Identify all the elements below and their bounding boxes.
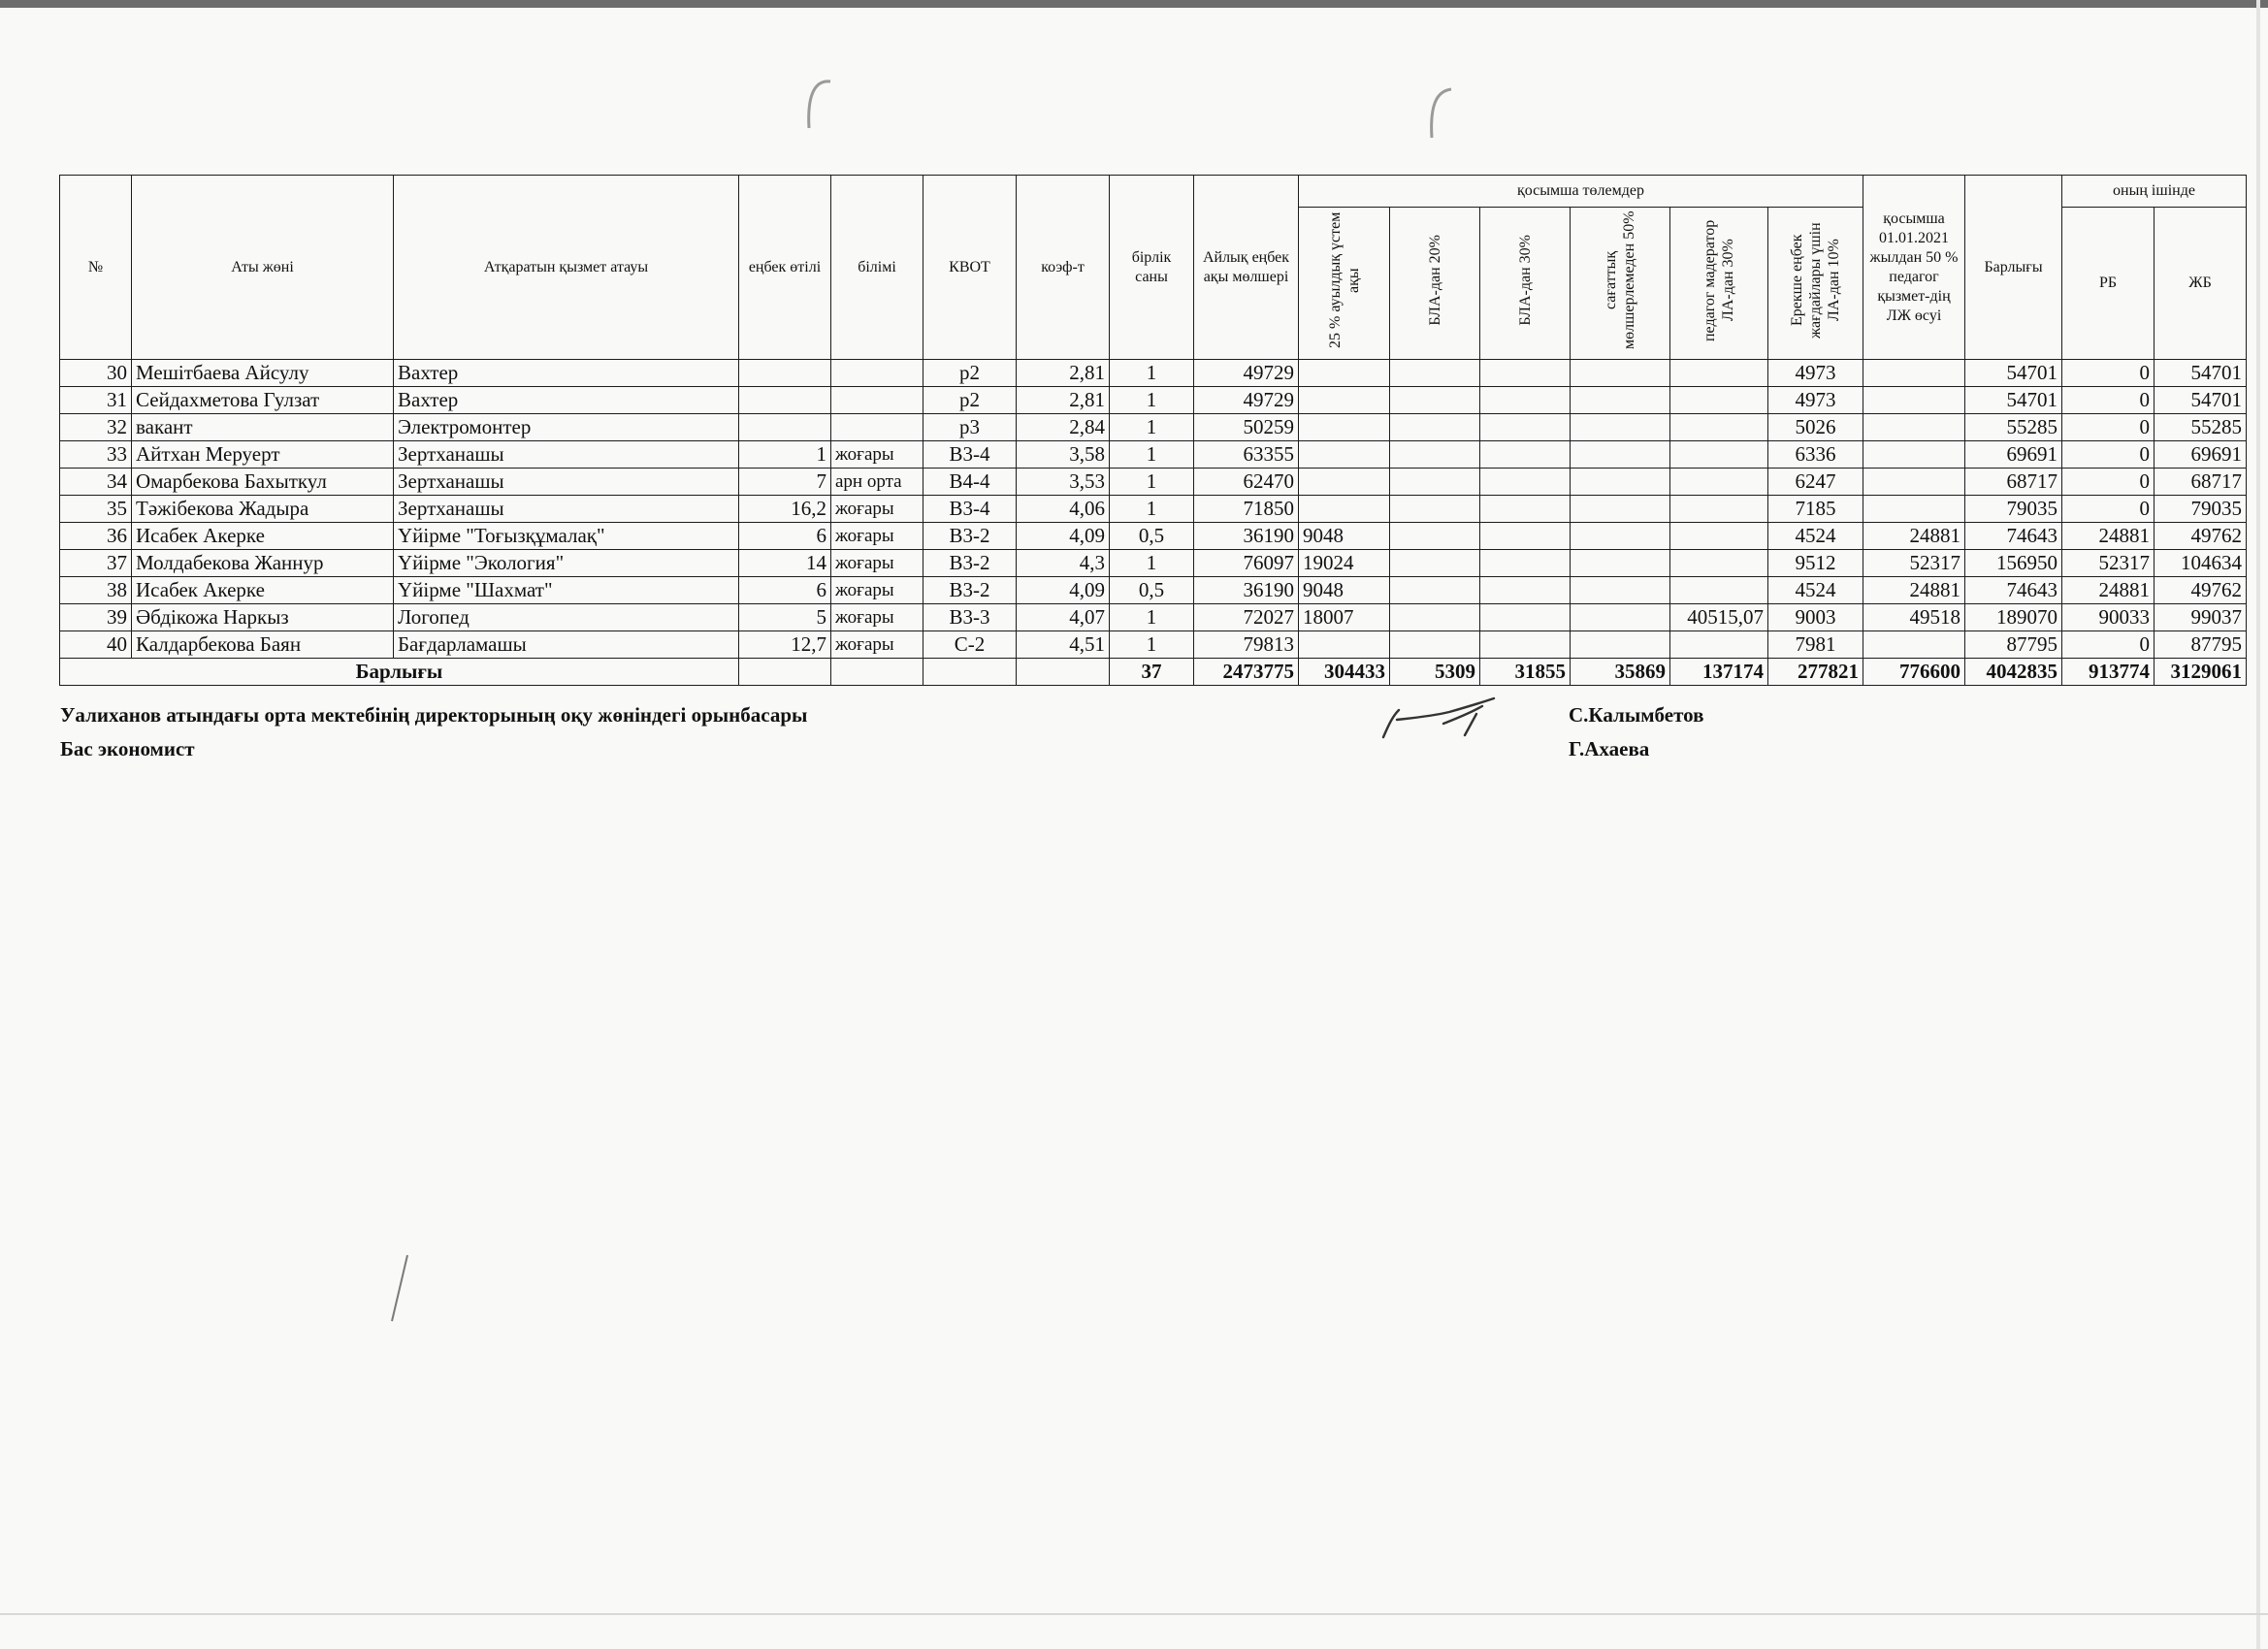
cell-name: Тәжібекова Жадыра bbox=[132, 496, 394, 523]
cell-education bbox=[831, 387, 923, 414]
cell-rb: 0 bbox=[2062, 387, 2155, 414]
cell-units: 1 bbox=[1110, 360, 1194, 387]
cell-monthly: 62470 bbox=[1194, 469, 1299, 496]
cell-name: вакант bbox=[132, 414, 394, 441]
cell-units: 1 bbox=[1110, 604, 1194, 631]
cell-monthly: 79813 bbox=[1194, 631, 1299, 659]
cell-special: 4973 bbox=[1768, 360, 1863, 387]
cell-position: Вахтер bbox=[394, 360, 739, 387]
cell-raise bbox=[1863, 496, 1965, 523]
table-row bbox=[60, 604, 2247, 631]
cell-monthly: 71850 bbox=[1194, 496, 1299, 523]
totals-hours: 35869 bbox=[1571, 659, 1670, 686]
cell-coef: 3,58 bbox=[1017, 441, 1110, 469]
cell-name: Молдабекова Жаннур bbox=[132, 550, 394, 577]
cell-monthly: 49729 bbox=[1194, 360, 1299, 387]
cell-num: 37 bbox=[60, 550, 132, 577]
cell-position: Үйірме "Тоғызқұмалақ" bbox=[394, 523, 739, 550]
cell-experience: 6 bbox=[739, 577, 831, 604]
cell-jb: 99037 bbox=[2155, 604, 2247, 631]
cell-bla20 bbox=[1390, 441, 1480, 469]
cell-hours bbox=[1571, 631, 1670, 659]
cell-raise: 49518 bbox=[1863, 604, 1965, 631]
cell-bla20 bbox=[1390, 523, 1480, 550]
economist-title: Бас экономист bbox=[60, 737, 195, 760]
cell-units: 1 bbox=[1110, 441, 1194, 469]
cell-hours bbox=[1571, 496, 1670, 523]
cell-experience: 7 bbox=[739, 469, 831, 496]
cell-monthly: 36190 bbox=[1194, 577, 1299, 604]
header-experience: еңбек өтілі bbox=[739, 176, 831, 360]
table-row bbox=[60, 550, 2247, 577]
cell-bla30 bbox=[1480, 469, 1571, 496]
cell-education bbox=[831, 360, 923, 387]
cell-units: 1 bbox=[1110, 631, 1194, 659]
cell-num: 32 bbox=[60, 414, 132, 441]
cell-experience: 1 bbox=[739, 441, 831, 469]
cell-name: Омарбекова Бахыткул bbox=[132, 469, 394, 496]
header-raise: қосымша 01.01.2021 жылдан 50 % педагог қызмет-дің ЛЖ өсуі bbox=[1863, 176, 1965, 360]
cell-hours bbox=[1571, 604, 1670, 631]
table-row bbox=[60, 360, 2247, 387]
cell-units: 0,5 bbox=[1110, 523, 1194, 550]
cell-experience bbox=[739, 414, 831, 441]
cell-kvot: р3 bbox=[923, 414, 1017, 441]
table-body bbox=[60, 360, 2247, 686]
totals-jb: 3129061 bbox=[2155, 659, 2247, 686]
cell-position: Үйірме "Экология" bbox=[394, 550, 739, 577]
cell-hours bbox=[1571, 387, 1670, 414]
cell-pedagog bbox=[1670, 414, 1768, 441]
cell-num: 35 bbox=[60, 496, 132, 523]
cell-special: 9512 bbox=[1768, 550, 1863, 577]
cell-monthly: 72027 bbox=[1194, 604, 1299, 631]
cell-jb: 69691 bbox=[2155, 441, 2247, 469]
cell-rural: 18007 bbox=[1299, 604, 1390, 631]
cell-coef: 4,09 bbox=[1017, 577, 1110, 604]
table-row bbox=[60, 631, 2247, 659]
cell-units: 0,5 bbox=[1110, 577, 1194, 604]
cell-rural bbox=[1299, 387, 1390, 414]
cell-coef: 4,3 bbox=[1017, 550, 1110, 577]
cell-num: 30 bbox=[60, 360, 132, 387]
totals-rb: 913774 bbox=[2062, 659, 2155, 686]
cell-education: арн орта bbox=[831, 469, 923, 496]
cell-bla20 bbox=[1390, 360, 1480, 387]
cell-bla30 bbox=[1480, 441, 1571, 469]
cell-raise bbox=[1863, 631, 1965, 659]
scan-mark-lower bbox=[386, 1251, 415, 1329]
cell-education: жоғары bbox=[831, 604, 923, 631]
cell-position: Зертханашы bbox=[394, 496, 739, 523]
totals-rural: 304433 bbox=[1299, 659, 1390, 686]
table-row bbox=[60, 414, 2247, 441]
cell-experience: 16,2 bbox=[739, 496, 831, 523]
cell-pedagog bbox=[1670, 523, 1768, 550]
cell-education bbox=[831, 414, 923, 441]
cell-coef: 4,09 bbox=[1017, 523, 1110, 550]
deputy-name: С.Калымбетов bbox=[1569, 703, 1704, 727]
cell-total: 87795 bbox=[1965, 631, 2062, 659]
header-including-group: оның ішінде bbox=[2062, 176, 2247, 208]
cell-num: 39 bbox=[60, 604, 132, 631]
cell-total: 79035 bbox=[1965, 496, 2062, 523]
cell-rb: 0 bbox=[2062, 631, 2155, 659]
economist-name: Г.Ахаева bbox=[1569, 737, 1650, 760]
cell-num: 31 bbox=[60, 387, 132, 414]
cell-coef: 2,81 bbox=[1017, 387, 1110, 414]
cell-jb: 104634 bbox=[2155, 550, 2247, 577]
cell-bla30 bbox=[1480, 550, 1571, 577]
cell-rb: 0 bbox=[2062, 496, 2155, 523]
cell-hours bbox=[1571, 469, 1670, 496]
cell-experience: 5 bbox=[739, 604, 831, 631]
cell-total: 68717 bbox=[1965, 469, 2062, 496]
cell-special: 7981 bbox=[1768, 631, 1863, 659]
totals-raise: 776600 bbox=[1863, 659, 1965, 686]
totals-row bbox=[60, 659, 2247, 686]
cell-bla30 bbox=[1480, 496, 1571, 523]
cell-hours bbox=[1571, 414, 1670, 441]
totals-empty-coef bbox=[1017, 659, 1110, 686]
cell-coef: 4,07 bbox=[1017, 604, 1110, 631]
cell-bla20 bbox=[1390, 631, 1480, 659]
cell-kvot: С-2 bbox=[923, 631, 1017, 659]
cell-jb: 87795 bbox=[2155, 631, 2247, 659]
cell-special: 9003 bbox=[1768, 604, 1863, 631]
cell-monthly: 76097 bbox=[1194, 550, 1299, 577]
table-row bbox=[60, 577, 2247, 604]
cell-pedagog bbox=[1670, 441, 1768, 469]
cell-units: 1 bbox=[1110, 496, 1194, 523]
cell-bla20 bbox=[1390, 550, 1480, 577]
cell-coef: 4,51 bbox=[1017, 631, 1110, 659]
cell-rural bbox=[1299, 360, 1390, 387]
totals-bla20: 5309 bbox=[1390, 659, 1480, 686]
cell-monthly: 50259 bbox=[1194, 414, 1299, 441]
totals-special: 277821 bbox=[1768, 659, 1863, 686]
totals-empty-experience bbox=[739, 659, 831, 686]
cell-rural bbox=[1299, 441, 1390, 469]
cell-education: жоғары bbox=[831, 631, 923, 659]
cell-kvot: В3-2 bbox=[923, 550, 1017, 577]
cell-raise: 24881 bbox=[1863, 523, 1965, 550]
cell-kvot: р2 bbox=[923, 360, 1017, 387]
cell-total: 54701 bbox=[1965, 387, 2062, 414]
cell-rural bbox=[1299, 469, 1390, 496]
header-rb: РБ bbox=[2062, 208, 2155, 360]
scan-mark-right bbox=[1418, 81, 1457, 149]
table-row bbox=[60, 496, 2247, 523]
cell-special: 6336 bbox=[1768, 441, 1863, 469]
cell-kvot: В3-3 bbox=[923, 604, 1017, 631]
cell-bla30 bbox=[1480, 604, 1571, 631]
cell-position: Зертханашы bbox=[394, 441, 739, 469]
cell-coef: 2,81 bbox=[1017, 360, 1110, 387]
cell-units: 1 bbox=[1110, 550, 1194, 577]
scan-mark-left bbox=[797, 74, 836, 142]
cell-pedagog bbox=[1670, 496, 1768, 523]
cell-special: 4524 bbox=[1768, 577, 1863, 604]
header-special: Ерекше еңбек жағдайлары үшін ЛА-дан 10% bbox=[1768, 208, 1863, 360]
cell-education: жоғары bbox=[831, 441, 923, 469]
cell-raise: 52317 bbox=[1863, 550, 1965, 577]
cell-experience bbox=[739, 387, 831, 414]
payroll-table bbox=[59, 175, 2247, 686]
cell-raise bbox=[1863, 414, 1965, 441]
scan-top-edge bbox=[0, 0, 2268, 8]
cell-jb: 55285 bbox=[2155, 414, 2247, 441]
cell-rb: 52317 bbox=[2062, 550, 2155, 577]
cell-education: жоғары bbox=[831, 577, 923, 604]
cell-hours bbox=[1571, 360, 1670, 387]
header-name: Аты жөні bbox=[132, 176, 394, 360]
totals-units: 37 bbox=[1110, 659, 1194, 686]
cell-raise bbox=[1863, 387, 1965, 414]
cell-monthly: 63355 bbox=[1194, 441, 1299, 469]
cell-special: 4524 bbox=[1768, 523, 1863, 550]
header-kvot: КВОТ bbox=[923, 176, 1017, 360]
cell-rural bbox=[1299, 496, 1390, 523]
cell-total: 189070 bbox=[1965, 604, 2062, 631]
cell-total: 74643 bbox=[1965, 577, 2062, 604]
cell-position: Зертханашы bbox=[394, 469, 739, 496]
cell-position: Вахтер bbox=[394, 387, 739, 414]
cell-education: жоғары bbox=[831, 550, 923, 577]
header-hours: сағаттық мөлшерлемеден 50% bbox=[1571, 208, 1670, 360]
totals-pedagog: 137174 bbox=[1670, 659, 1768, 686]
cell-total: 55285 bbox=[1965, 414, 2062, 441]
cell-jb: 54701 bbox=[2155, 387, 2247, 414]
header-units: бірлік саны bbox=[1110, 176, 1194, 360]
cell-special: 7185 bbox=[1768, 496, 1863, 523]
cell-raise bbox=[1863, 441, 1965, 469]
cell-pedagog bbox=[1670, 577, 1768, 604]
cell-rb: 0 bbox=[2062, 441, 2155, 469]
cell-kvot: В4-4 bbox=[923, 469, 1017, 496]
cell-total: 69691 bbox=[1965, 441, 2062, 469]
cell-rural bbox=[1299, 631, 1390, 659]
cell-name: Исабек Акерке bbox=[132, 577, 394, 604]
cell-bla20 bbox=[1390, 496, 1480, 523]
table-row bbox=[60, 469, 2247, 496]
cell-bla30 bbox=[1480, 414, 1571, 441]
table-row bbox=[60, 523, 2247, 550]
cell-jb: 54701 bbox=[2155, 360, 2247, 387]
header-monthly: Айлық еңбек ақы мөлшері bbox=[1194, 176, 1299, 360]
cell-bla20 bbox=[1390, 414, 1480, 441]
cell-pedagog bbox=[1670, 360, 1768, 387]
cell-name: Калдарбекова Баян bbox=[132, 631, 394, 659]
cell-special: 6247 bbox=[1768, 469, 1863, 496]
cell-units: 1 bbox=[1110, 387, 1194, 414]
table-row bbox=[60, 387, 2247, 414]
header-position: Атқаратын қызмет атауы bbox=[394, 176, 739, 360]
cell-jb: 49762 bbox=[2155, 577, 2247, 604]
deputy-title: Уалиханов атындағы орта мектебінің директорының оқу жөніндегі орынбасары bbox=[60, 703, 808, 727]
cell-education: жоғары bbox=[831, 523, 923, 550]
cell-name: Исабек Акерке bbox=[132, 523, 394, 550]
totals-total: 4042835 bbox=[1965, 659, 2062, 686]
cell-units: 1 bbox=[1110, 414, 1194, 441]
cell-experience: 14 bbox=[739, 550, 831, 577]
cell-experience: 12,7 bbox=[739, 631, 831, 659]
cell-kvot: В3-4 bbox=[923, 496, 1017, 523]
cell-name: Мешітбаева Айсулу bbox=[132, 360, 394, 387]
cell-bla30 bbox=[1480, 631, 1571, 659]
cell-rural: 9048 bbox=[1299, 523, 1390, 550]
cell-rb: 24881 bbox=[2062, 523, 2155, 550]
cell-position: Үйірме "Шахмат" bbox=[394, 577, 739, 604]
cell-special: 4973 bbox=[1768, 387, 1863, 414]
cell-bla20 bbox=[1390, 387, 1480, 414]
cell-name: Әбдікожа Наркыз bbox=[132, 604, 394, 631]
cell-coef: 2,84 bbox=[1017, 414, 1110, 441]
cell-hours bbox=[1571, 441, 1670, 469]
cell-monthly: 49729 bbox=[1194, 387, 1299, 414]
cell-rb: 0 bbox=[2062, 360, 2155, 387]
header-row-top bbox=[60, 176, 2247, 208]
header-education: білімі bbox=[831, 176, 923, 360]
header-jb: ЖБ bbox=[2155, 208, 2247, 360]
totals-bla30: 31855 bbox=[1480, 659, 1571, 686]
cell-bla30 bbox=[1480, 523, 1571, 550]
cell-kvot: В3-4 bbox=[923, 441, 1017, 469]
cell-rural: 19024 bbox=[1299, 550, 1390, 577]
cell-kvot: В3-2 bbox=[923, 523, 1017, 550]
header-rural: 25 % ауылдық үстем ақы bbox=[1299, 208, 1390, 360]
header-coef: коэф-т bbox=[1017, 176, 1110, 360]
header-bla20: БЛА-дан 20% bbox=[1390, 208, 1480, 360]
scan-right-edge bbox=[2256, 0, 2260, 1649]
cell-jb: 68717 bbox=[2155, 469, 2247, 496]
cell-total: 156950 bbox=[1965, 550, 2062, 577]
cell-coef: 3,53 bbox=[1017, 469, 1110, 496]
header-bla30: БЛА-дан 30% bbox=[1480, 208, 1571, 360]
cell-coef: 4,06 bbox=[1017, 496, 1110, 523]
cell-monthly: 36190 bbox=[1194, 523, 1299, 550]
cell-num: 36 bbox=[60, 523, 132, 550]
cell-bla30 bbox=[1480, 387, 1571, 414]
cell-pedagog: 40515,07 bbox=[1670, 604, 1768, 631]
cell-kvot: В3-2 bbox=[923, 577, 1017, 604]
cell-jb: 49762 bbox=[2155, 523, 2247, 550]
cell-num: 33 bbox=[60, 441, 132, 469]
cell-raise: 24881 bbox=[1863, 577, 1965, 604]
table-row bbox=[60, 441, 2247, 469]
totals-label: Барлығы bbox=[60, 659, 739, 686]
handwritten-signature bbox=[1376, 695, 1502, 743]
header-total: Барлығы bbox=[1965, 176, 2062, 360]
cell-raise bbox=[1863, 360, 1965, 387]
header-additional-group: қосымша төлемдер bbox=[1299, 176, 1863, 208]
cell-rb: 0 bbox=[2062, 414, 2155, 441]
scan-bottom-line bbox=[0, 1613, 2268, 1615]
cell-experience: 6 bbox=[739, 523, 831, 550]
cell-name: Айтхан Меруерт bbox=[132, 441, 394, 469]
cell-pedagog bbox=[1670, 469, 1768, 496]
cell-num: 38 bbox=[60, 577, 132, 604]
cell-hours bbox=[1571, 523, 1670, 550]
cell-position: Логопед bbox=[394, 604, 739, 631]
cell-num: 40 bbox=[60, 631, 132, 659]
cell-rb: 0 bbox=[2062, 469, 2155, 496]
cell-special: 5026 bbox=[1768, 414, 1863, 441]
cell-hours bbox=[1571, 550, 1670, 577]
cell-position: Электромонтер bbox=[394, 414, 739, 441]
cell-pedagog bbox=[1670, 550, 1768, 577]
totals-empty-education bbox=[831, 659, 923, 686]
cell-num: 34 bbox=[60, 469, 132, 496]
cell-bla20 bbox=[1390, 604, 1480, 631]
cell-hours bbox=[1571, 577, 1670, 604]
cell-raise bbox=[1863, 469, 1965, 496]
cell-total: 74643 bbox=[1965, 523, 2062, 550]
cell-rural: 9048 bbox=[1299, 577, 1390, 604]
cell-position: Бағдарламашы bbox=[394, 631, 739, 659]
cell-total: 54701 bbox=[1965, 360, 2062, 387]
cell-rural bbox=[1299, 414, 1390, 441]
header-pedagog: педагог мадератор ЛА-дан 30% bbox=[1670, 208, 1768, 360]
cell-rb: 24881 bbox=[2062, 577, 2155, 604]
cell-experience bbox=[739, 360, 831, 387]
cell-name: Сейдахметова Гулзат bbox=[132, 387, 394, 414]
cell-rb: 90033 bbox=[2062, 604, 2155, 631]
cell-education: жоғары bbox=[831, 496, 923, 523]
cell-bla30 bbox=[1480, 360, 1571, 387]
totals-monthly: 2473775 bbox=[1194, 659, 1299, 686]
cell-pedagog bbox=[1670, 387, 1768, 414]
cell-units: 1 bbox=[1110, 469, 1194, 496]
cell-pedagog bbox=[1670, 631, 1768, 659]
cell-bla20 bbox=[1390, 469, 1480, 496]
cell-bla30 bbox=[1480, 577, 1571, 604]
cell-jb: 79035 bbox=[2155, 496, 2247, 523]
totals-empty-kvot bbox=[923, 659, 1017, 686]
cell-bla20 bbox=[1390, 577, 1480, 604]
header-num: № bbox=[60, 176, 132, 360]
cell-kvot: р2 bbox=[923, 387, 1017, 414]
